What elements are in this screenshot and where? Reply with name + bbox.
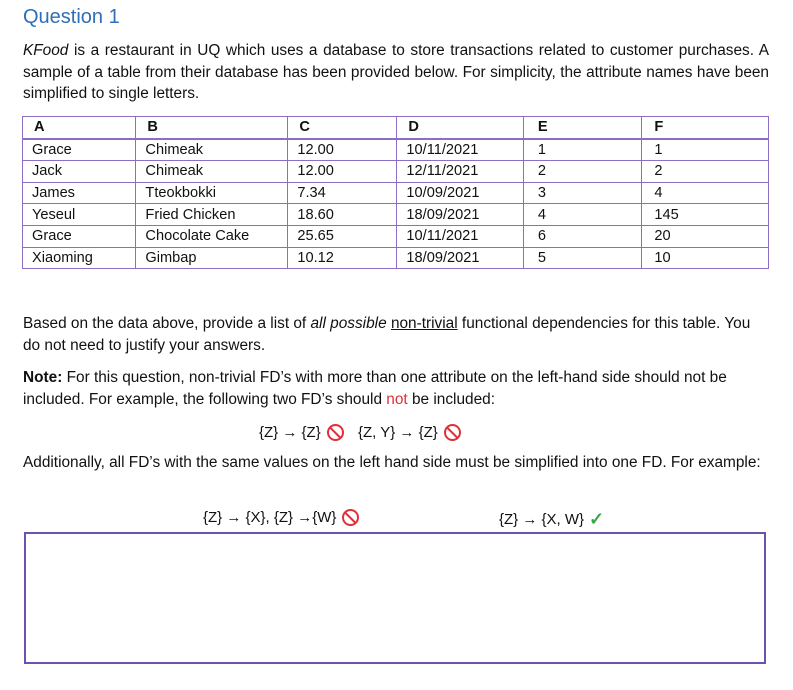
cell: 12.00	[288, 139, 397, 161]
task-emphasis: all possible	[310, 315, 387, 332]
question-intro	[23, 40, 769, 105]
table-row	[23, 247, 769, 269]
note-not: not	[386, 390, 408, 408]
answer-input[interactable]	[24, 532, 766, 664]
prohibited-icon	[342, 509, 359, 526]
table-row	[23, 139, 769, 161]
cell: 10/11/2021	[397, 139, 523, 161]
prohibited-icon	[444, 424, 461, 441]
cell: 12/11/2021	[397, 161, 523, 183]
cell: Grace	[23, 139, 136, 161]
cell: Yeseul	[23, 204, 136, 226]
header-f: F	[642, 117, 769, 139]
sample-table	[22, 116, 769, 269]
cell: Grace	[23, 225, 136, 247]
cell: 4	[523, 204, 642, 226]
valid-example	[499, 509, 604, 530]
header-a: A	[23, 117, 136, 139]
cell: James	[23, 182, 136, 204]
cell: 10/11/2021	[397, 225, 523, 247]
fd-example: {Z} → {Z}	[259, 424, 321, 441]
invalid-example-2	[358, 424, 461, 441]
restaurant-name: KFood	[23, 42, 69, 59]
intro-text: is a restaurant in UQ which uses a database to store transactions related to customer purchases. A sample of a table from their database has been provided below. For simplicity, the attribute names have been simplified to single letters.	[23, 42, 769, 102]
table-row	[23, 225, 769, 247]
prohibited-icon	[327, 424, 344, 441]
cell: 10	[642, 247, 769, 269]
header-c: C	[288, 117, 397, 139]
cell: 1	[523, 139, 642, 161]
fd-example: {Z} → {X, W}	[499, 511, 585, 528]
cell: 10/09/2021	[397, 182, 523, 204]
task-text-a: Based on the data above, provide a list of	[23, 315, 311, 332]
cell: 1	[642, 139, 769, 161]
cell: Chocolate Cake	[136, 225, 288, 247]
note-text-a: For this question, non-trivial FD’s with more than one attribute on the left-hand side should not be included. For example, the following two FD’s should	[23, 369, 727, 408]
table-row	[23, 204, 769, 226]
cell: Chimeak	[136, 161, 288, 183]
cell: 5	[523, 247, 642, 269]
task-instruction	[23, 313, 769, 356]
cell: 3	[523, 182, 642, 204]
cell: Gimbap	[136, 247, 288, 269]
table-header-row	[23, 117, 769, 139]
question-title: Question 1	[23, 6, 120, 28]
invalid-example-3	[203, 509, 359, 526]
table-row	[23, 182, 769, 204]
cell: 10.12	[288, 247, 397, 269]
cell: 6	[523, 225, 642, 247]
header-e: E	[523, 117, 642, 139]
invalid-example-1	[259, 424, 344, 441]
fd-example: {Z} → {X}, {Z} →{W}	[203, 509, 337, 526]
cell: Tteokbokki	[136, 182, 288, 204]
cell: Jack	[23, 161, 136, 183]
cell: 145	[642, 204, 769, 226]
cell: 2	[642, 161, 769, 183]
checkmark-icon: ✓	[589, 509, 605, 529]
simplify-paragraph: Additionally, all FD’s with the same values on the left hand side must be simplified into one FD. For example:	[23, 454, 761, 471]
header-d: D	[397, 117, 523, 139]
header-b: B	[136, 117, 288, 139]
cell: 18/09/2021	[397, 204, 523, 226]
cell: 18/09/2021	[397, 247, 523, 269]
cell: 25.65	[288, 225, 397, 247]
cell: Fried Chicken	[136, 204, 288, 226]
cell: 18.60	[288, 204, 397, 226]
cell: 2	[523, 161, 642, 183]
cell: Chimeak	[136, 139, 288, 161]
task-text-e: functional dependencies for this table. You do not need to justify your answers.	[23, 315, 751, 354]
table-row	[23, 161, 769, 183]
cell: 20	[642, 225, 769, 247]
note-paragraph	[23, 367, 769, 410]
cell: 12.00	[288, 161, 397, 183]
cell: 4	[642, 182, 769, 204]
cell: 7.34	[288, 182, 397, 204]
cell: Xiaoming	[23, 247, 136, 269]
fd-example: {Z, Y} → {Z}	[358, 424, 438, 441]
note-text-b: be included:	[407, 390, 495, 408]
task-underline: non-trivial	[390, 315, 458, 332]
note-label: Note:	[23, 369, 63, 386]
